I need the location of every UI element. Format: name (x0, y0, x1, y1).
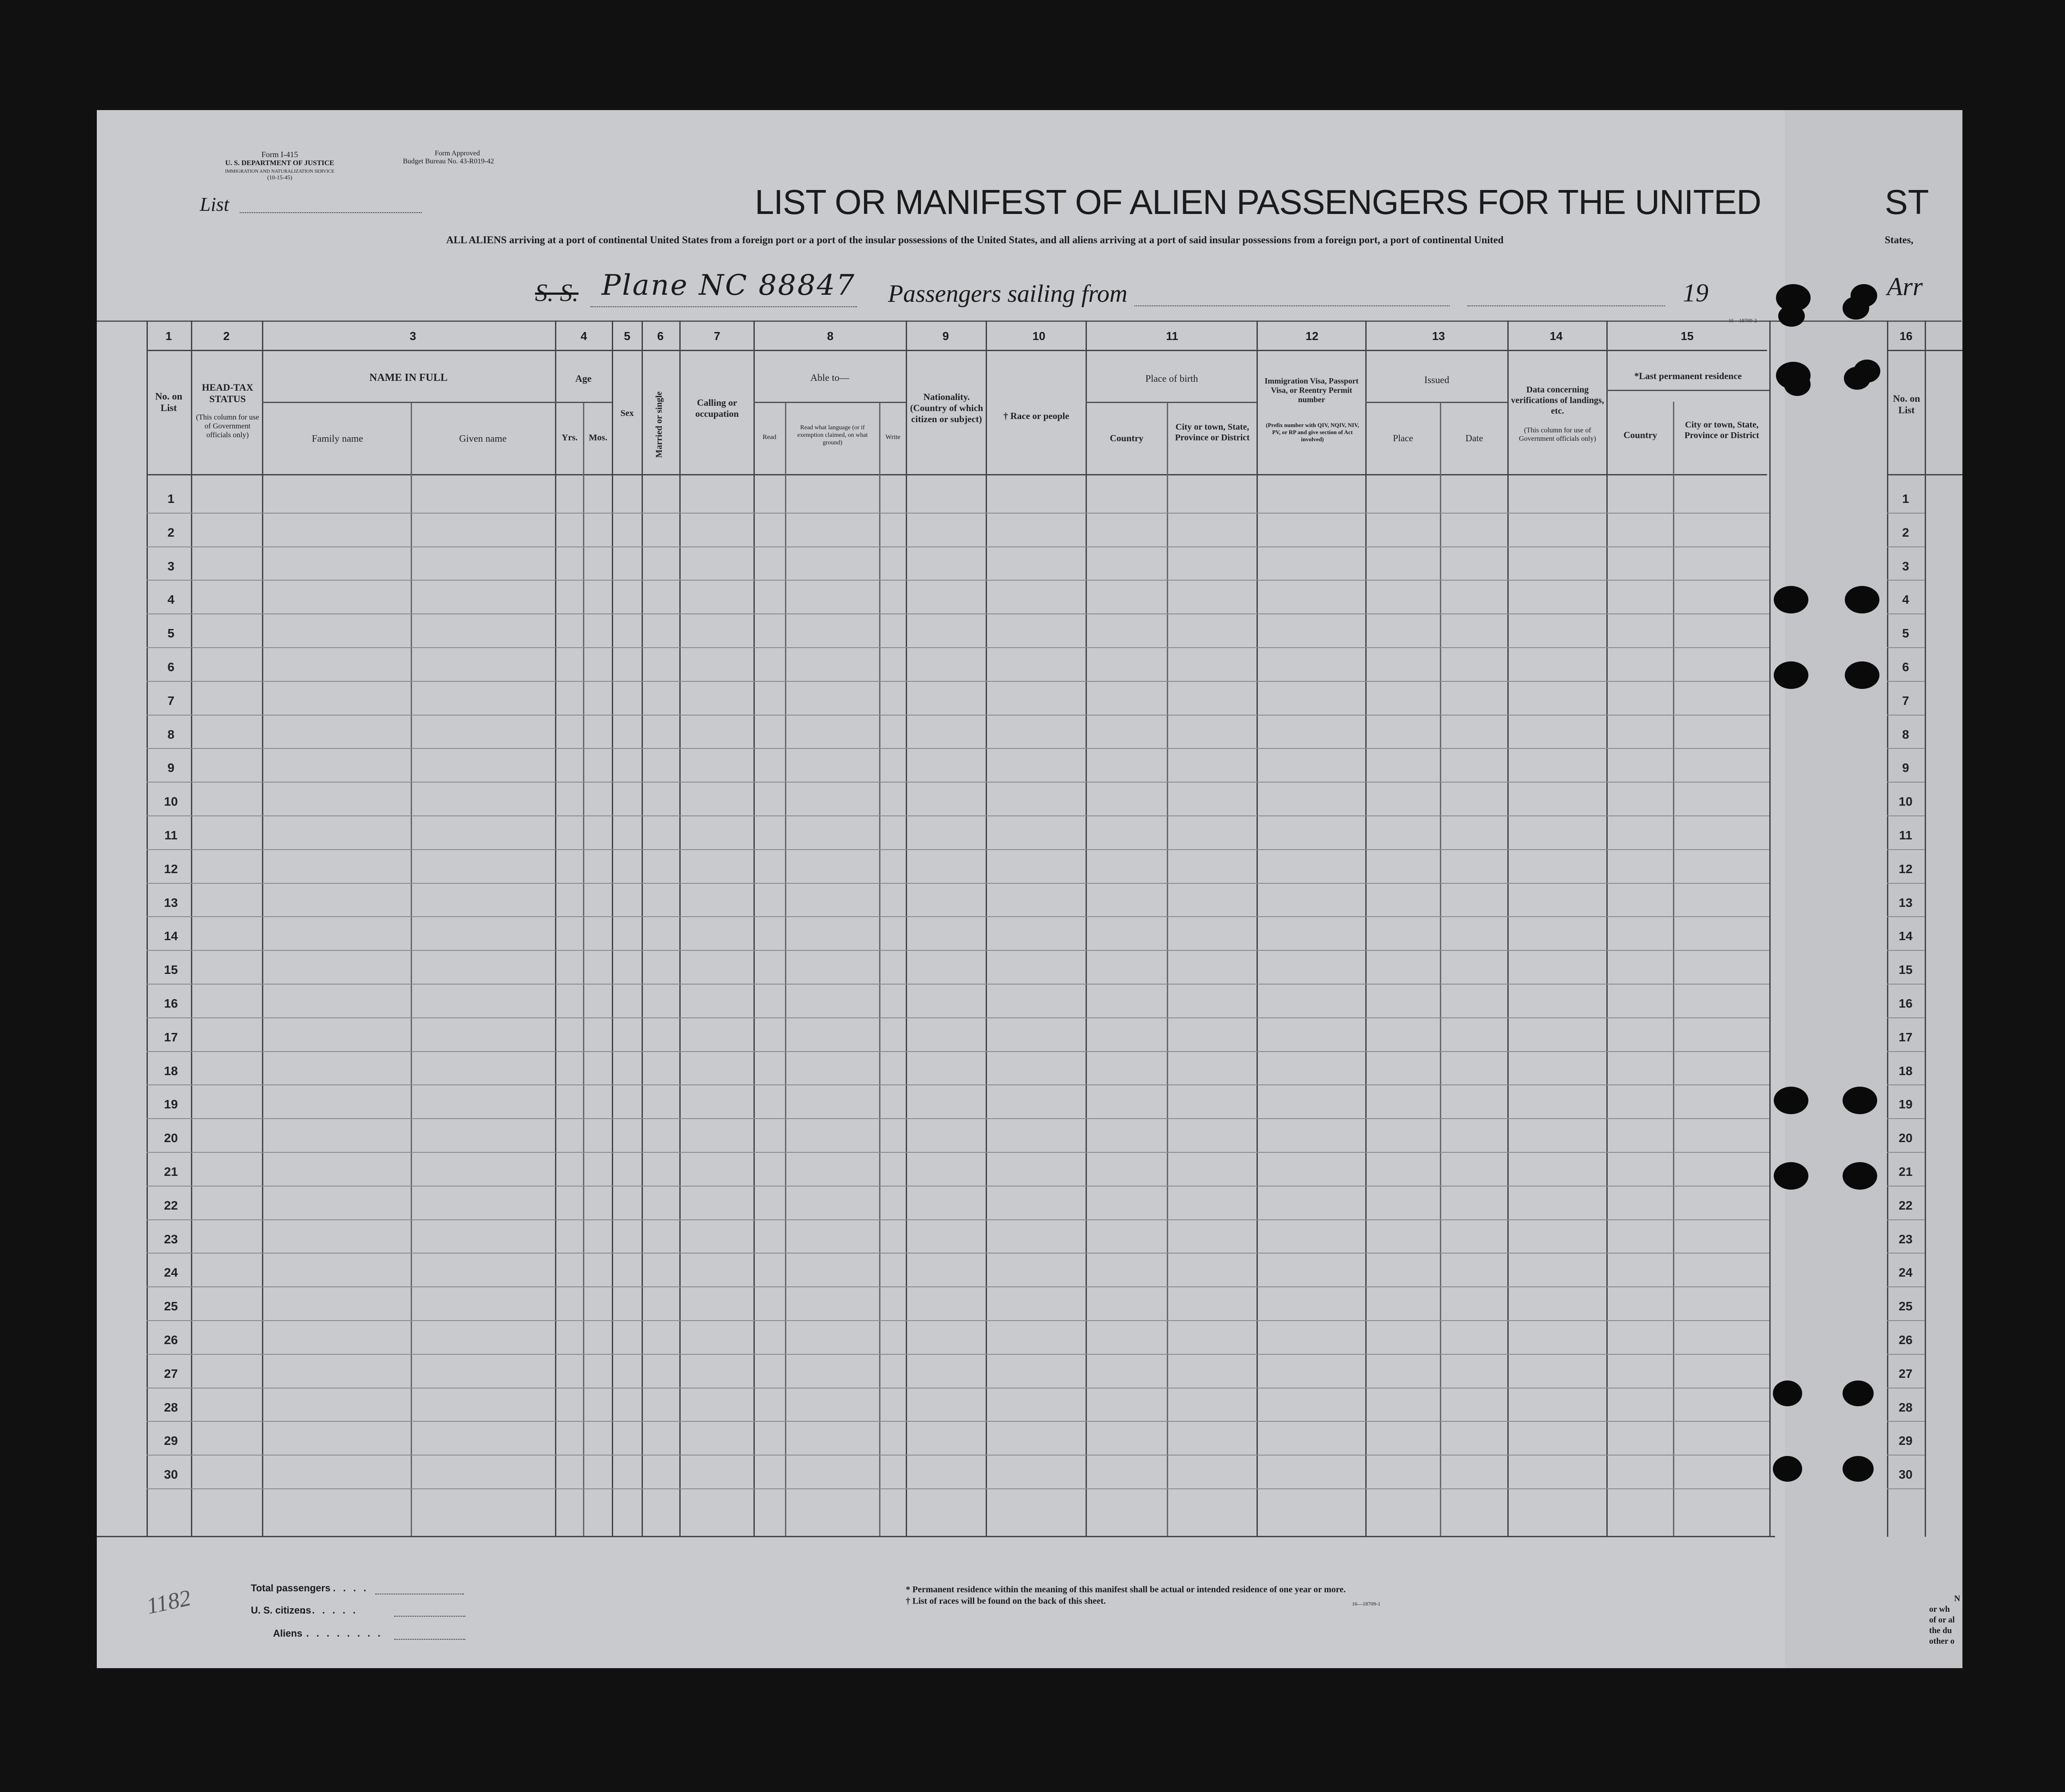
row-number-right: 27 (1899, 1366, 1913, 1381)
col-sep (411, 402, 412, 1536)
row-number-right: 5 (1902, 626, 1909, 641)
table-row[interactable] (147, 1017, 1769, 1018)
row-number: 4 (167, 593, 174, 607)
col-num: 3 (409, 329, 416, 343)
sex-header: Sex (620, 408, 634, 418)
col-num: 7 (713, 329, 721, 343)
able-to-header: Able to— (810, 372, 849, 383)
read-language-header: Read what language (or if exemption claimed, on what ground) (797, 424, 868, 446)
row-number-right: 24 (1899, 1266, 1913, 1280)
table-row[interactable] (147, 1354, 1769, 1355)
row-number: 28 (164, 1400, 178, 1414)
right-cut-line: or wh (1929, 1605, 1950, 1614)
row-number: 30 (164, 1468, 178, 1482)
table-row-right (1887, 1219, 1925, 1220)
list-label: List (200, 194, 230, 215)
row-number: 21 (164, 1165, 178, 1179)
table-row-right (1887, 1354, 1925, 1355)
lr-city-header: City or town, State, Province or District (1684, 420, 1760, 440)
manifest-sheet (97, 110, 1962, 1668)
col-num: 4 (580, 329, 587, 343)
table-row-right (1887, 715, 1925, 716)
table-row[interactable] (147, 647, 1769, 648)
col-num: 11 (1166, 329, 1178, 343)
table-row-right (1887, 1186, 1925, 1187)
row-number: 6 (167, 660, 174, 674)
lr-country-header: Country (1623, 430, 1657, 440)
race-header: † Race or people (1003, 411, 1070, 421)
write-header: Write (885, 434, 900, 441)
col-num: 12 (1305, 329, 1319, 343)
row-number-right: 4 (1902, 593, 1909, 607)
family-name-header: Family name (312, 433, 363, 444)
us-citizens-field[interactable] (394, 1616, 465, 1617)
instructions-text: ALL ALIENS arriving at a port of continental United States from a foreign port or a port of the insular possessions of the United States, and all aliens arriving at a port of said insular possessions from a foreign port, a port of continental United (446, 234, 1504, 245)
print-code: 16—18709-1 (1352, 1601, 1380, 1607)
table-row[interactable] (147, 1320, 1769, 1321)
form-approved: Form Approved (435, 150, 480, 157)
yrs-header: Yrs. (561, 433, 578, 443)
table-row[interactable] (147, 984, 1769, 985)
table-row-right (1887, 1152, 1925, 1153)
age-header: Age (575, 373, 592, 384)
punch-hole (1854, 360, 1880, 383)
row-number: 20 (164, 1131, 178, 1145)
table-row-right (1887, 916, 1925, 917)
table-row-right (1887, 1320, 1925, 1321)
col-sep (785, 402, 786, 1536)
row-number-right: 10 (1899, 795, 1913, 809)
row-number: 27 (164, 1366, 178, 1381)
table-row[interactable] (147, 748, 1769, 749)
row-number: 16 (164, 997, 178, 1010)
table-row[interactable] (147, 1253, 1769, 1254)
row-number-right: 8 (1902, 727, 1909, 741)
col-num: 5 (624, 329, 630, 343)
row-number-right: 11 (1899, 828, 1912, 842)
table-row-right (1887, 883, 1925, 884)
sailing-from-field[interactable] (1134, 305, 1450, 306)
col-num: 13 (1432, 329, 1445, 343)
row-number: 1 (167, 492, 174, 506)
mos-header: Mos. (589, 433, 607, 443)
col-num: 10 (1032, 329, 1046, 343)
row-number-right: 14 (1899, 929, 1913, 943)
row-number: 25 (164, 1299, 178, 1313)
punch-hole (1774, 586, 1808, 613)
name-subrule (262, 402, 555, 403)
head-tax-header: HEAD-TAX STATUS (202, 382, 254, 404)
married-header: Married or single (654, 391, 664, 458)
last-residence-header: *Last permanent residence (1634, 371, 1742, 381)
table-row[interactable] (147, 1186, 1769, 1187)
nationality-header: Nationality. (Country of which citizen or subject) (910, 392, 983, 424)
row-number-right: 30 (1899, 1468, 1913, 1482)
col-num: 15 (1681, 329, 1694, 343)
table-row-right (1887, 950, 1925, 951)
row-number: 7 (167, 693, 174, 708)
attached-strip (1785, 110, 1962, 1668)
visa-note: (Prefix number with QIV, NQIV, NIV, PV, or RP and give section of Act involved) (1266, 422, 1359, 443)
table-row-right (1887, 1455, 1925, 1456)
punch-hole (1778, 305, 1805, 327)
us-citizens-label: U. S. citizens (251, 1605, 311, 1616)
col-sep (879, 402, 880, 1536)
manifest-title: LIST OR MANIFEST OF ALIEN PASSENGERS FOR THE UNITED (755, 182, 1761, 222)
table-row[interactable] (147, 1421, 1769, 1422)
row-number: 29 (164, 1434, 178, 1448)
issued-date-header: Date (1465, 433, 1483, 443)
punch-hole (1774, 661, 1808, 689)
leader-dots: . . . . . . . . (306, 1628, 383, 1639)
table-row[interactable] (147, 580, 1769, 581)
punch-hole (1845, 661, 1879, 689)
row-number-right: 12 (1899, 862, 1913, 876)
punch-hole (1845, 586, 1879, 613)
col-num: 9 (942, 329, 949, 343)
form-id: Form I-415 (261, 150, 298, 159)
table-row-right (1887, 546, 1925, 547)
row-number: 2 (167, 525, 174, 539)
punch-hole (1773, 1381, 1802, 1406)
table-row[interactable] (147, 782, 1769, 783)
punch-hole (1843, 1456, 1874, 1482)
table-row[interactable] (147, 715, 1769, 716)
right-cut-line: of or al (1929, 1615, 1955, 1625)
table-row[interactable] (147, 1388, 1769, 1389)
form-service: IMMIGRATION AND NATURALIZATION SERVICE (225, 169, 335, 174)
table-row[interactable] (147, 513, 1769, 514)
right-cut-line: the du (1929, 1626, 1952, 1635)
row-number: 18 (164, 1064, 178, 1078)
pob-city-header: City or town, State, Province or District (1175, 422, 1250, 443)
row-number-right: 22 (1899, 1198, 1913, 1212)
punch-hole (1773, 1456, 1802, 1482)
table-row[interactable] (147, 1286, 1769, 1287)
table-row[interactable] (147, 849, 1769, 850)
row-number-right: 7 (1902, 693, 1909, 708)
table-row[interactable] (147, 815, 1769, 816)
right-cut-line: other o (1929, 1637, 1955, 1646)
row-number: 11 (164, 828, 178, 842)
visa-header: Immigration Visa, Passport Visa, or Reentry Permit number (1264, 376, 1359, 404)
table-row[interactable] (147, 1118, 1769, 1119)
pob-country-header: Country (1110, 433, 1144, 443)
able-subrule (753, 402, 906, 403)
form-edition: (10-15-45) (267, 174, 293, 181)
row-number: 19 (164, 1097, 178, 1112)
table-row-right (1887, 815, 1925, 816)
header-bottom-rule (147, 474, 1767, 475)
row-number: 8 (167, 727, 174, 741)
table-row-right (1887, 647, 1925, 648)
table-row-right (1887, 1421, 1925, 1422)
table-top-rule (97, 320, 1962, 322)
instructions-continued: States, (1885, 234, 1914, 245)
name-in-full-header: NAME IN FULL (369, 372, 448, 384)
table-row-right (1887, 1488, 1925, 1489)
col-sep (1167, 402, 1168, 1536)
data-concerning-note: (This column for use of Government officials only) (1519, 427, 1596, 443)
vessel-name[interactable]: Plane NC 88847 (602, 269, 856, 302)
read-header: Read (762, 434, 777, 441)
col-num: 2 (223, 329, 230, 343)
row-number-right: 25 (1899, 1299, 1913, 1313)
col-sep (1925, 320, 1926, 1537)
table-row-right (1887, 782, 1925, 783)
table-row-right (1887, 1286, 1925, 1287)
manifest-title-continued: ST (1885, 182, 1929, 222)
punch-hole (1784, 373, 1811, 396)
col-num: 8 (827, 329, 834, 343)
total-passengers-label: Total passengers (251, 1582, 331, 1594)
year-label: 19 (1683, 278, 1708, 307)
column-number-rule (147, 350, 1767, 351)
col-sep (1769, 320, 1771, 1537)
table-row[interactable] (147, 613, 1769, 614)
row-number-right: 28 (1899, 1400, 1913, 1414)
col-num: 1 (165, 329, 172, 343)
row-number-right: 1 (1902, 492, 1909, 506)
leader-dots: . . . . (333, 1582, 369, 1594)
table-row-right (1887, 849, 1925, 850)
no-on-list-header-right: No. on List (1893, 393, 1920, 415)
right-cut-text (1929, 1594, 1960, 1647)
table-row[interactable] (147, 1488, 1769, 1489)
table-row-right (1887, 580, 1925, 581)
aliens-field[interactable] (394, 1639, 465, 1640)
col-sep (1440, 402, 1441, 1536)
issued-subrule (1365, 402, 1507, 403)
row-number-right: 20 (1899, 1131, 1913, 1145)
arriving-label: Arr (1887, 272, 1923, 301)
table-row-right (1887, 1253, 1925, 1254)
right-cut-line: N (1954, 1594, 1960, 1603)
sailing-date-field[interactable] (1467, 305, 1665, 306)
list-number-field[interactable] (240, 212, 422, 213)
punch-hole (1843, 1162, 1877, 1190)
row-number: 23 (164, 1232, 178, 1246)
punch-hole (1843, 297, 1869, 320)
row-number: 10 (164, 795, 178, 809)
row-number-right: 2 (1902, 525, 1909, 539)
table-row[interactable] (147, 1051, 1769, 1052)
row-number: 22 (164, 1198, 178, 1212)
table-row[interactable] (147, 546, 1769, 547)
row-number-right: 13 (1899, 895, 1913, 910)
table-row-right (1887, 1084, 1925, 1085)
row-number-right: 6 (1902, 660, 1909, 674)
form-dept: U. S. DEPARTMENT OF JUSTICE (225, 159, 334, 167)
ss-label: S. S. (535, 279, 579, 307)
row-number: 12 (164, 862, 178, 876)
table-row[interactable] (147, 950, 1769, 951)
issued-place-header: Place (1393, 433, 1413, 443)
no-on-list-header: No. on List (155, 391, 182, 413)
leader-dots: . . . . . . (302, 1605, 358, 1616)
row-number: 14 (164, 929, 178, 943)
row-number-right: 9 (1902, 761, 1909, 775)
row-number: 9 (167, 761, 174, 775)
given-name-header: Given name (459, 433, 507, 444)
issued-header: Issued (1424, 374, 1450, 385)
table-row-right (1887, 748, 1925, 749)
footnote-residence: * Permanent residence within the meaning of this manifest shall be actual or intended residence of one year or more. (906, 1585, 1346, 1594)
age-subrule (555, 402, 612, 403)
table-row-right (1887, 1017, 1925, 1018)
row-number-right: 21 (1899, 1165, 1913, 1179)
row-number: 17 (164, 1030, 178, 1044)
table-row-right (1887, 1388, 1925, 1389)
col-sep (583, 402, 584, 1536)
table-row-right (1887, 1051, 1925, 1052)
table-row-right (1887, 1118, 1925, 1119)
table-row[interactable] (147, 1219, 1769, 1220)
vessel-field-line (591, 306, 857, 307)
budget-number: Budget Bureau No. 43-R019-42 (403, 158, 494, 165)
punch-hole (1774, 1162, 1808, 1190)
col-sep (1673, 402, 1674, 1536)
row-number-right: 19 (1899, 1097, 1913, 1112)
sailing-from-label: Passengers sailing from (888, 280, 1128, 308)
table-row[interactable] (147, 1455, 1769, 1456)
row-number: 26 (164, 1333, 178, 1347)
row-number: 24 (164, 1266, 178, 1280)
footnote-races: † List of races will be found on the back of this sheet. (906, 1596, 1106, 1606)
table-row[interactable] (147, 883, 1769, 884)
table-row[interactable] (147, 1084, 1769, 1085)
data-concerning-header: Data concerning verifications of landings, etc. (1511, 385, 1604, 416)
row-number-right: 17 (1899, 1030, 1913, 1044)
row-number-right: 16 (1899, 997, 1913, 1010)
table-row-right (1887, 513, 1925, 514)
col-num: 14 (1550, 329, 1563, 343)
place-of-birth-header: Place of birth (1145, 373, 1198, 384)
punch-hole (1774, 1087, 1808, 1114)
table-row[interactable] (147, 681, 1769, 682)
row-number: 13 (164, 895, 178, 910)
row-number: 3 (167, 559, 174, 573)
row-number-right: 18 (1899, 1064, 1913, 1078)
row-number: 5 (167, 626, 174, 641)
calling-header: Calling or occupation (695, 397, 739, 419)
col-num: 16 (1899, 329, 1913, 343)
table-row-right (1887, 984, 1925, 985)
aliens-label: Aliens (273, 1628, 303, 1639)
table-bottom-rule (97, 1536, 1775, 1537)
head-tax-note: (This column for use of Government officials only) (196, 413, 259, 439)
residence-subrule (1606, 390, 1769, 391)
pob-subrule (1086, 402, 1256, 403)
row-number-right: 15 (1899, 963, 1913, 977)
table-row[interactable] (147, 916, 1769, 917)
row-number-right: 29 (1899, 1434, 1913, 1448)
punch-hole (1843, 1381, 1874, 1406)
handwritten-number: 1182 (144, 1585, 193, 1619)
table-row-right (1887, 681, 1925, 682)
row-number-right: 26 (1899, 1333, 1913, 1347)
row-number: 15 (164, 963, 178, 977)
col-num: 6 (657, 329, 664, 343)
punch-hole (1843, 1087, 1877, 1114)
table-row-right (1887, 613, 1925, 614)
row-number-right: 3 (1902, 559, 1909, 573)
table-row[interactable] (147, 1152, 1769, 1153)
row-number-right: 23 (1899, 1232, 1913, 1246)
